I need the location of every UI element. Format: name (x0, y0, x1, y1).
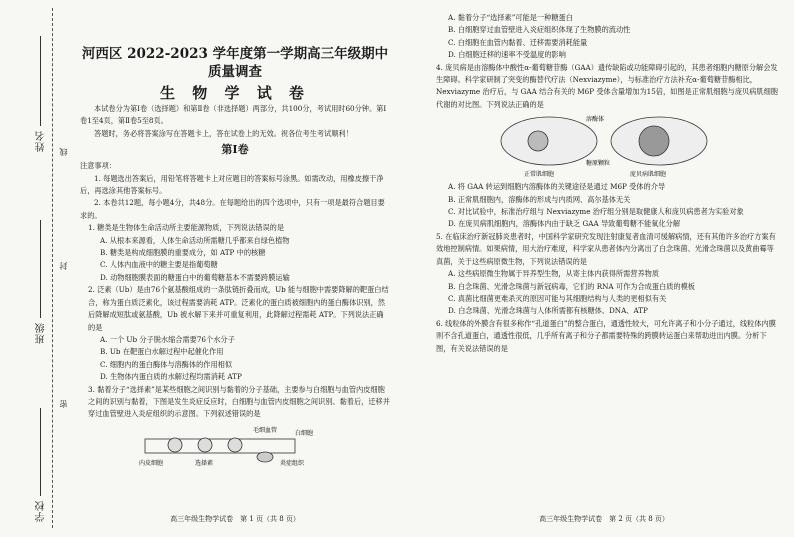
page-2 (428, 0, 780, 537)
figure-label: 白细胞 (295, 429, 314, 437)
question-3-option: B. 白细胞穿过血管壁进入炎症组织体现了生物膜的流动性 (448, 25, 631, 35)
figure-label: 内皮细胞 (139, 459, 164, 467)
note-item: 1. 每题选出答案后，用铅笔将答题卡上对应题目的答案标号涂黑。如需改动，用橡皮擦干净后，再选涂其他答案标号。 (80, 173, 384, 196)
question-5-option: D. 白念珠菌、光滑念珠菌与人体所需都有核糖体、DNA、ATP (448, 306, 648, 316)
seal-line (52, 8, 53, 528)
section-heading: 第Ⅰ卷 (221, 143, 249, 157)
page-1 (80, 0, 390, 537)
figure-label: 炎症组织 (280, 459, 305, 467)
seal-mark-close: 密 (59, 400, 68, 408)
question-6-stem: 6. 线粒体的外膜含有很多称作“孔道蛋白”的整合蛋白，通透性较大，可允许离子和小分子通过，线粒体内膜则不含孔道蛋白，通透性很低，几乎所有离子和分子都需要特殊的跨膜转运蛋白来帮助进出内膜。分析下图，有关说法错误的是 (436, 318, 776, 353)
seal-mark-line: 线 (59, 148, 68, 156)
figure-label: 糖原颗粒 (586, 160, 611, 168)
leukocyte-cell (228, 438, 242, 452)
normal-muscle-cell (501, 117, 597, 165)
question-3-option: C. 白细胞在血管内黏着、迁移需要消耗能量 (448, 37, 588, 47)
migrating-leukocyte (257, 452, 273, 462)
page-footer: 高三年级生物学试卷 第 1 页（共 8 页） (170, 514, 300, 523)
question-1-option: A. 从根本来源看，人体生命活动所需糖几乎都来自绿色植物 (100, 235, 290, 245)
school-field (40, 408, 41, 496)
figure-label: 选择素 (195, 459, 214, 467)
figure-label: 庞贝病肌细胞 (630, 171, 667, 179)
figure-label: 正常肌细胞 (524, 171, 555, 179)
lysosome (528, 131, 548, 151)
question-4-option: B. 正常肌细胞内，溶酶体的形成与内质网、高尔基体无关 (448, 194, 631, 204)
question-2-option: B. Ub 在靶蛋白水解过程中起催化作用 (100, 347, 224, 357)
question-4-option: A. 将 GAA 转运到细胞内溶酶体的关键途径是通过 M6P 受体的介导 (448, 182, 666, 192)
capillary-wall (145, 439, 295, 453)
question-2-option: D. 生物体内蛋白质的水解过程均需消耗 ATP (100, 372, 242, 382)
class-label: 班级 (36, 322, 47, 344)
figure-label: 毛细血管 (253, 426, 278, 434)
question-3-option: D. 白细胞迁移的速率不受温度的影响 (448, 50, 566, 60)
school-label: 学校 (36, 500, 47, 522)
question-1-option: D. 动物细胞膜表面的糖蛋白中的葡萄糖基本不需要跨膜运输 (100, 272, 290, 282)
figure-label: 溶酶体 (586, 116, 605, 124)
exam-title: 河西区 2022-2023 学年度第一学期高三年级期中质量调查 (81, 46, 389, 80)
pompe-cell-figure (494, 113, 714, 179)
page-footer: 高三年级生物学试卷 第 2 页（共 8 页） (539, 514, 669, 523)
question-4-option: C. 对比试验中，标准治疗组与 Nexviazyme 治疗组分别是取健康人和庞贝病患者为实验对象 (448, 207, 744, 217)
question-5-stem: 5. 在临床治疗新冠肺炎患者时，中国科学家研究发现注射康复者血清可缓解病情，还有其他许多治疗方案有效地控制病情。如果病情，用大治疗难度，科学家从患者体内分离出了白念珠菌、光滑念珠菌以及黄曲霉等真菌，关于这些病原微生物，下列说法错误的是 (436, 231, 776, 266)
intro-paragraph: 本试卷分为第Ⅰ卷（选择题）和第Ⅱ卷（非选择题）两部分，共100分，考试用时60分钟。第Ⅰ卷1至4页，第Ⅱ卷5至8页。 (80, 104, 387, 126)
question-5-option: B. 白念珠菌、光滑念珠菌与新冠病毒，它们的 RNA 可作为合成蛋白质的模板 (448, 281, 695, 291)
question-2-option: A. 一个 Ub 分子脱水缩合需要76个水分子 (100, 334, 235, 344)
leukocyte-migration-figure (135, 423, 335, 467)
intro-paragraph: 答题时，务必将答案涂写在答题卡上，答在试卷上的无效。祝各位考生考试顺利！ (94, 128, 353, 138)
swollen-lysosome (639, 126, 669, 156)
question-4-stem: 4. 庞贝病是由溶酶体中酸性α-葡萄糖苷酶（GAA）遗传缺陷或功能障碍引起的，其患者细胞内糖原分解会发生障碍。科学家研制了突变的酶替代疗法（Nexviazyme），与标准治疗方法补充α-葡萄糖苷酶相比，Nexviazyme 治疗后，与 GAA 结合有关的 M6P 受体含量增加为15倍，如图是正常肌细胞与庞贝病肌细胞代谢的对比图。下列说法正确的是 (436, 62, 778, 109)
notes-heading: 注意事项： (80, 161, 116, 171)
name-label: 姓名 (36, 130, 47, 152)
note-item: 2. 本卷共12题，每小题4分，共48分。在每题给出的四个选项中，只有一项是最符合题目要求的。 (80, 198, 385, 220)
question-1-option: B. 糖类是构成细胞膜的重要成分，如 ATP 中的核糖 (100, 248, 266, 258)
question-2-option: C. 细胞内的蛋白酶体与溶酶体的作用相似 (100, 359, 233, 369)
question-5-option: A. 这些病原微生物属于异养型生物，从寄主体内获得所需营养物质 (448, 269, 660, 279)
leukocyte-cell (198, 438, 212, 452)
question-2-stem: 2. 泛素（Ub）是由76个氨基酸组成的一条肽链折叠而成，Ub 能与细胞中需要降解的靶蛋白结合，称为蛋白质泛素化，该过程需要消耗 ATP。泛素化的蛋白质被细胞内的蛋白酶体识别，然后降解成短肽或氨基酸，Ub 被水解下来并可重复利用，此降解过程需耗 ATP。下列说法正确的是 (88, 285, 389, 332)
question-4-option: D. 在庞贝病肌细胞内，溶酶体内由于缺乏 GAA 导致葡萄糖不能氧化分解 (448, 219, 681, 229)
name-field (40, 36, 41, 126)
question-5-option: C. 真菌比细菌更难杀灭的原因可能与其细胞结构与人类的更相似有关 (448, 293, 667, 303)
seal-mark-seal: 封 (59, 262, 68, 270)
question-3-stem: 3. 黏着分子“选择素”是某些细胞之间识别与黏着的分子基础，主要参与白细胞与血管内皮细胞之间的识别与黏着，下图是发生炎症反应时，白细胞与血管内皮细胞之间识别、黏着后，迁移并穿过血管壁进入炎症组织的示意图。下列叙述错误的是 (88, 384, 390, 419)
exam-subtitle: 生 物 学 试 卷 (160, 84, 310, 102)
question-1-stem: 1. 糖类是生物体生命活动所主要能源物质，下列说法错误的是 (88, 223, 285, 233)
question-1-option: C. 人体内血液中的糖主要是指葡萄糖 (100, 260, 218, 270)
class-field (40, 220, 41, 318)
leukocyte-cell (168, 438, 182, 452)
question-3-option: A. 黏着分子“选择素”可能是一种糖蛋白 (448, 13, 573, 22)
binding-strip (0, 0, 68, 537)
